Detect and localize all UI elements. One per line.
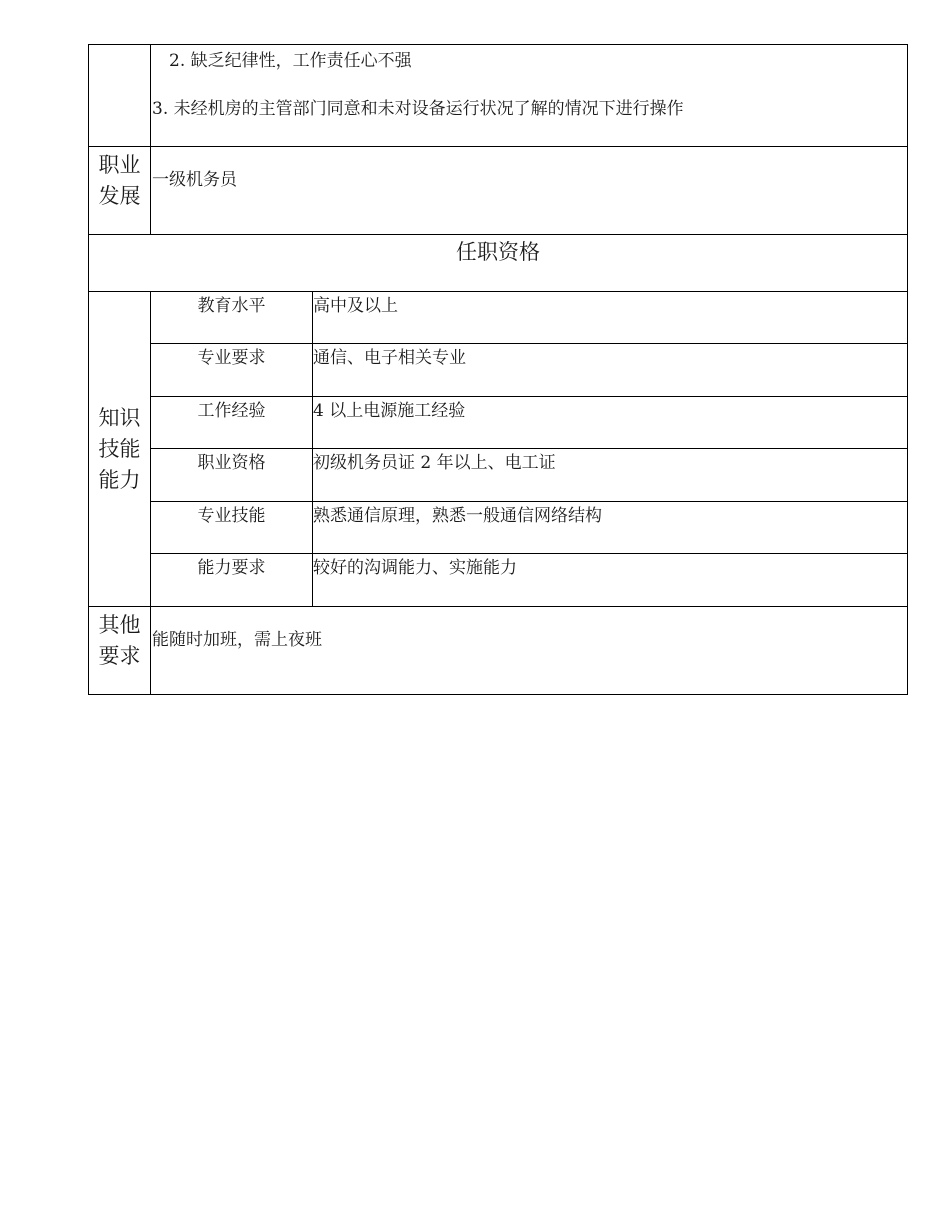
qualification-label: 能力要求 (151, 554, 313, 607)
qualification-value: 初级机务员证 2 年以上、电工证 (313, 449, 908, 502)
qualification-value: 熟悉通信原理，熟悉一般通信网络结构 (313, 502, 908, 554)
career-label-line1: 职业 (98, 153, 141, 177)
career-row (89, 147, 908, 235)
other-label-line1: 其他 (98, 613, 141, 637)
other-label-line2: 要求 (98, 644, 141, 668)
qualifications-label-line3: 能力 (98, 467, 141, 492)
qualification-row (89, 449, 908, 502)
qualifications-side-label (89, 292, 151, 607)
qualifications-label-line1: 知识 (98, 405, 141, 430)
other-value-cell (151, 607, 908, 695)
qualification-label: 教育水平 (151, 292, 313, 344)
qualification-value: 较好的沟调能力、实施能力 (313, 554, 908, 607)
other-label (89, 607, 151, 695)
qualification-value: 高中及以上 (313, 292, 908, 344)
qualification-row (89, 292, 908, 344)
other-row (89, 607, 908, 695)
qualification-value: 4 以上电源施工经验 (313, 397, 908, 449)
responsibility-label-cell (89, 45, 151, 147)
career-label (89, 147, 151, 235)
qualification-row (89, 397, 908, 449)
qualification-row (89, 554, 908, 607)
qualifications-title: 任职资格 (456, 240, 540, 264)
responsibility-item-2: 2. 缺乏纪律性，工作责任心不强 (169, 51, 412, 71)
responsibility-notes-cell (151, 45, 908, 147)
career-value-cell (151, 147, 908, 235)
qualification-label: 专业要求 (151, 344, 313, 397)
qualification-row (89, 344, 908, 397)
responsibility-item-3: 3. 未经机房的主管部门同意和未对设备运行状况了解的情况下进行操作 (152, 99, 684, 119)
qualification-label: 工作经验 (151, 397, 313, 449)
qualification-value: 通信、电子相关专业 (313, 344, 908, 397)
qualifications-title-row (89, 235, 908, 292)
qualification-row (89, 502, 908, 554)
qualifications-label-line2: 技能 (98, 436, 141, 461)
qualification-label: 职业资格 (151, 449, 313, 502)
qualification-label: 专业技能 (151, 502, 313, 554)
career-label-line2: 发展 (98, 184, 141, 208)
career-value: 一级机务员 (152, 170, 237, 190)
responsibility-notes-row (89, 45, 908, 147)
job-description-table (88, 44, 908, 695)
other-value: 能随时加班，需上夜班 (152, 630, 322, 650)
qualifications-title-cell (89, 235, 908, 292)
